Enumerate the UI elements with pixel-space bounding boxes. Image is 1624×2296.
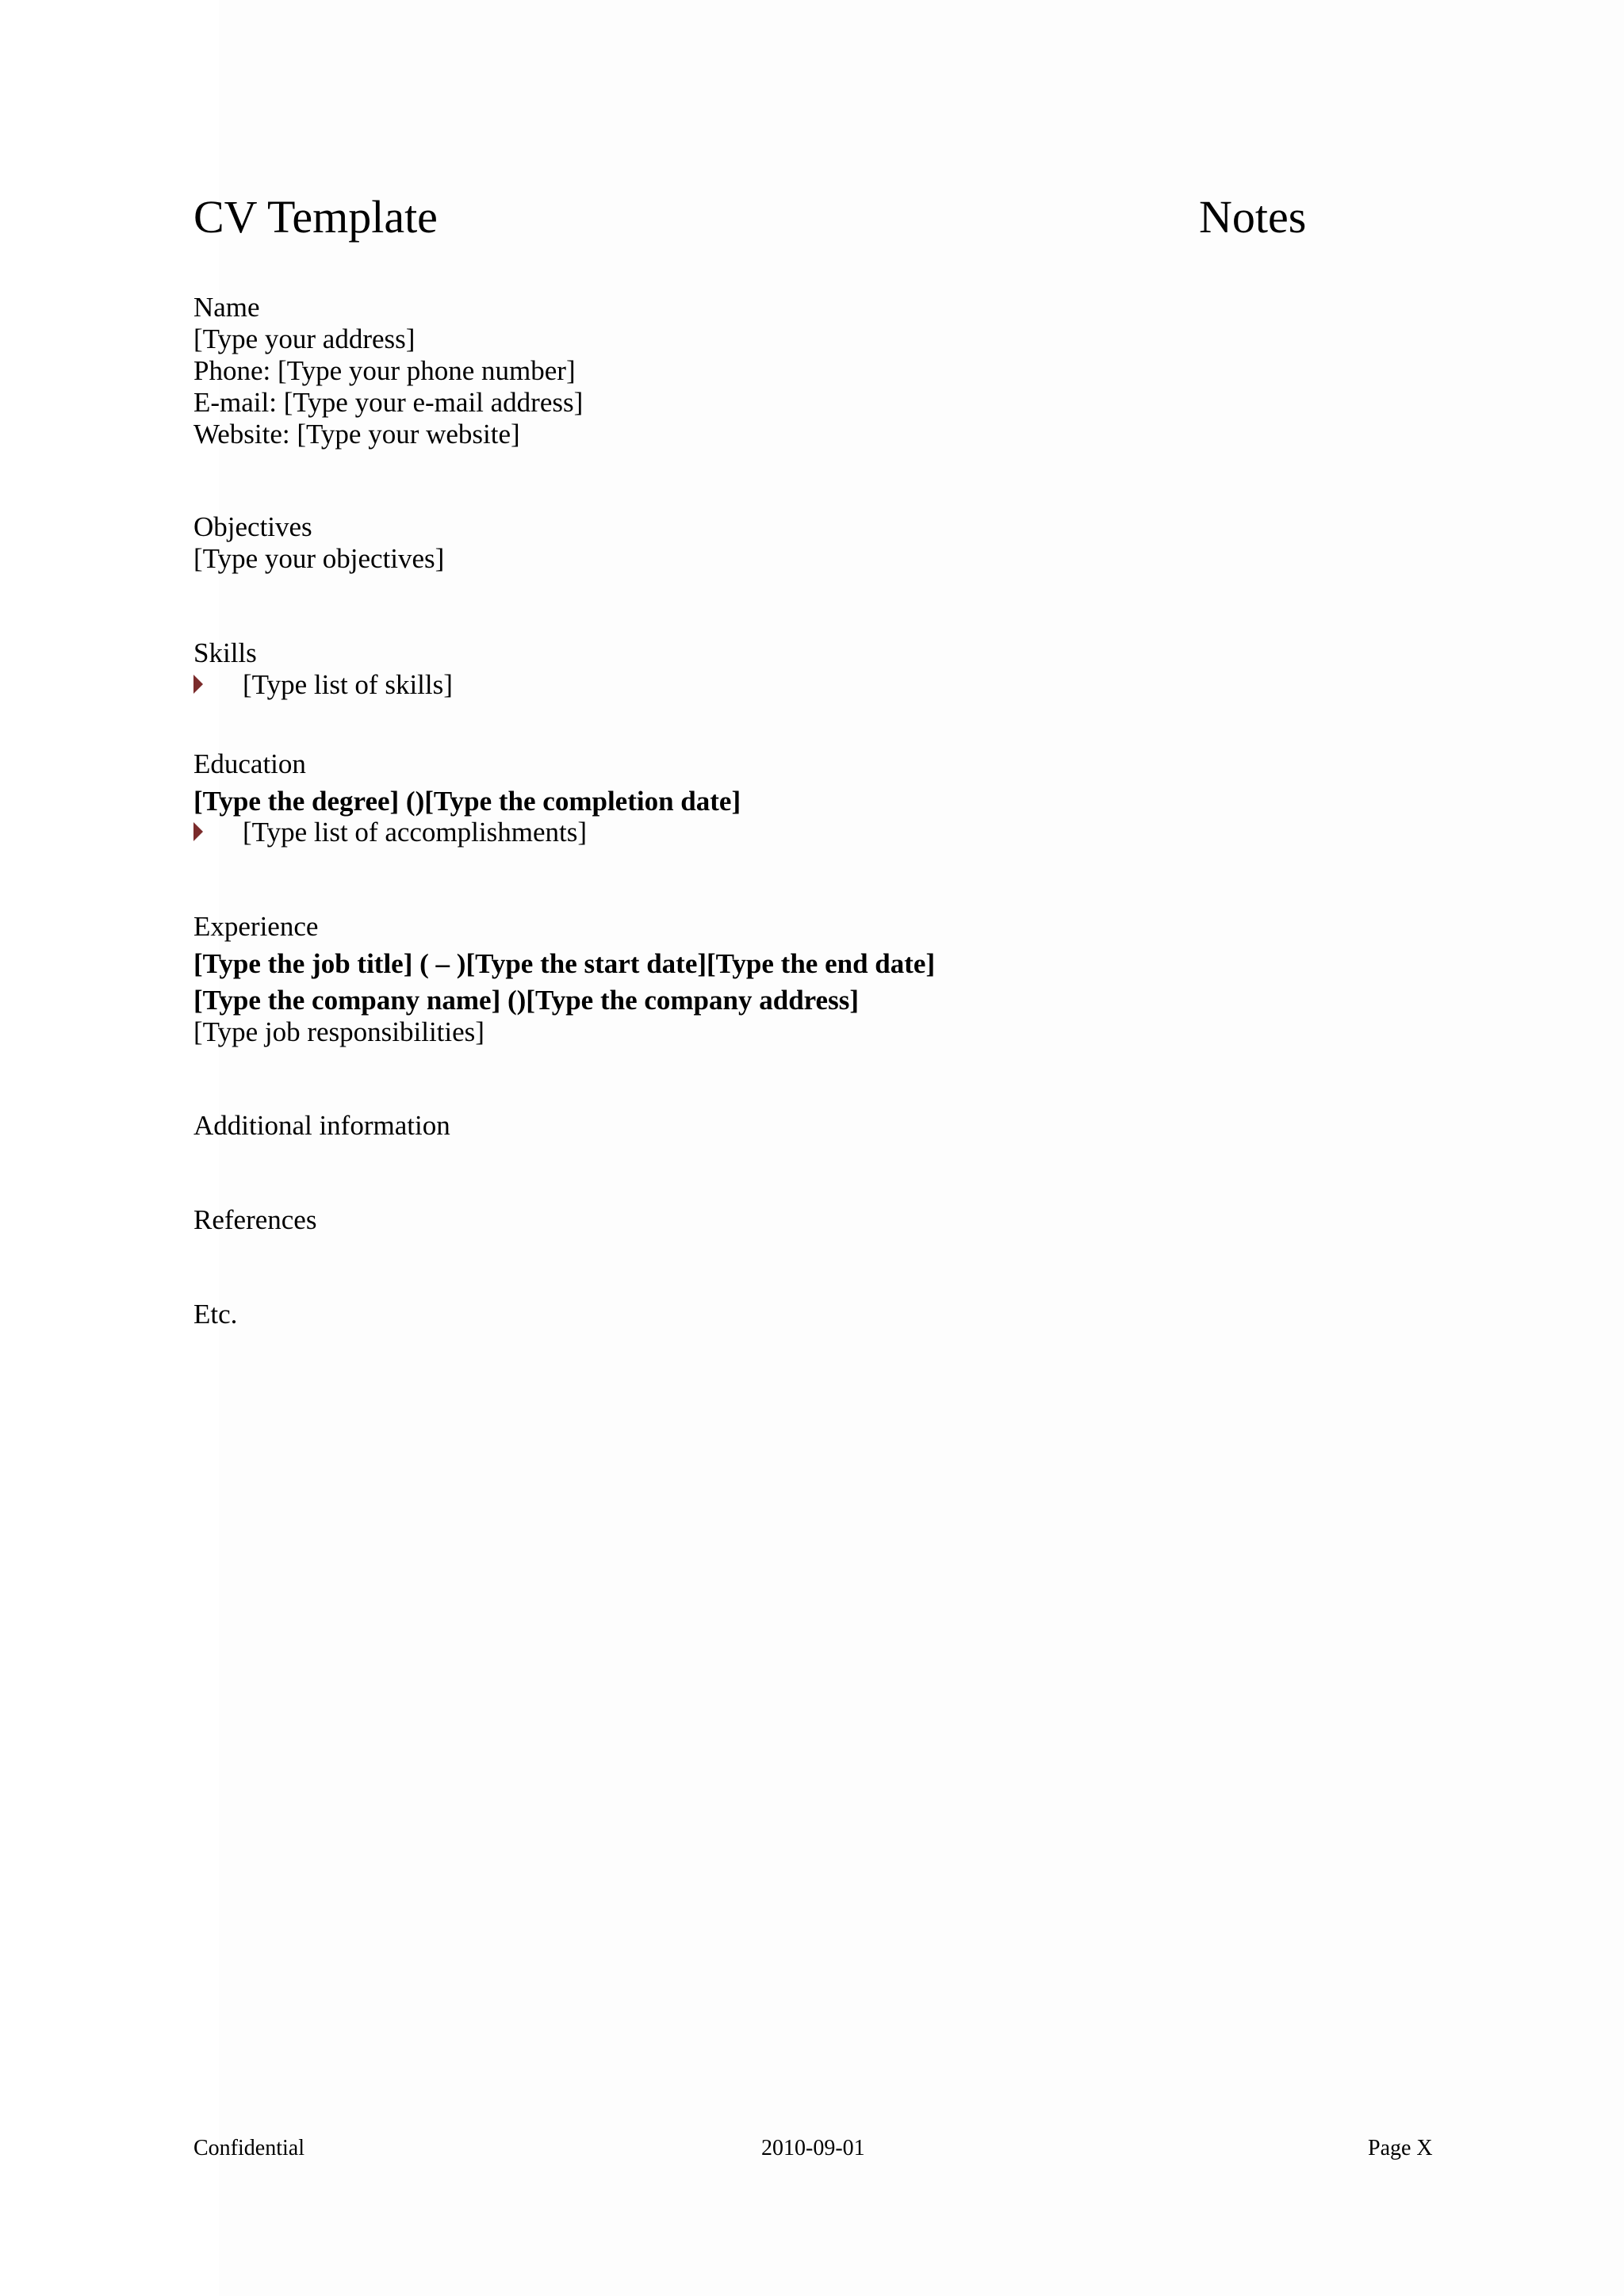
etc-heading: Etc. [193,1299,238,1330]
additional-info-heading: Additional information [193,1110,450,1141]
bullet-icon [193,822,203,841]
experience-company-line: [Type the company name] ()[Type the company address] [193,985,859,1016]
notes-title: Notes [1199,191,1307,243]
footer-confidential: Confidential [193,2136,304,2160]
education-list-item: [Type list of accomplishments] [243,817,587,848]
page-background [219,0,1624,2296]
contact-name: Name [193,292,260,323]
contact-website: Website: [Type your website] [193,419,520,450]
education-degree-line: [Type the degree] ()[Type the completion date] [193,786,741,817]
skills-list-item: [Type list of skills] [243,669,453,700]
footer-date: 2010-09-01 [761,2136,865,2160]
objectives-text: [Type your objectives] [193,543,445,574]
experience-heading: Experience [193,911,319,942]
experience-job-line: [Type the job title] ( – )[Type the start date][Type the end date] [193,948,936,979]
education-heading: Education [193,748,306,779]
page-title: CV Template [193,191,438,243]
contact-email: E-mail: [Type your e-mail address] [193,387,584,418]
skills-heading: Skills [193,637,257,668]
contact-phone: Phone: [Type your phone number] [193,355,576,386]
footer-page-number: Page X [1368,2136,1433,2160]
contact-address: [Type your address] [193,323,416,354]
experience-responsibilities: [Type job responsibilities] [193,1016,485,1047]
bullet-icon [193,675,203,694]
objectives-heading: Objectives [193,511,312,542]
references-heading: References [193,1204,317,1235]
